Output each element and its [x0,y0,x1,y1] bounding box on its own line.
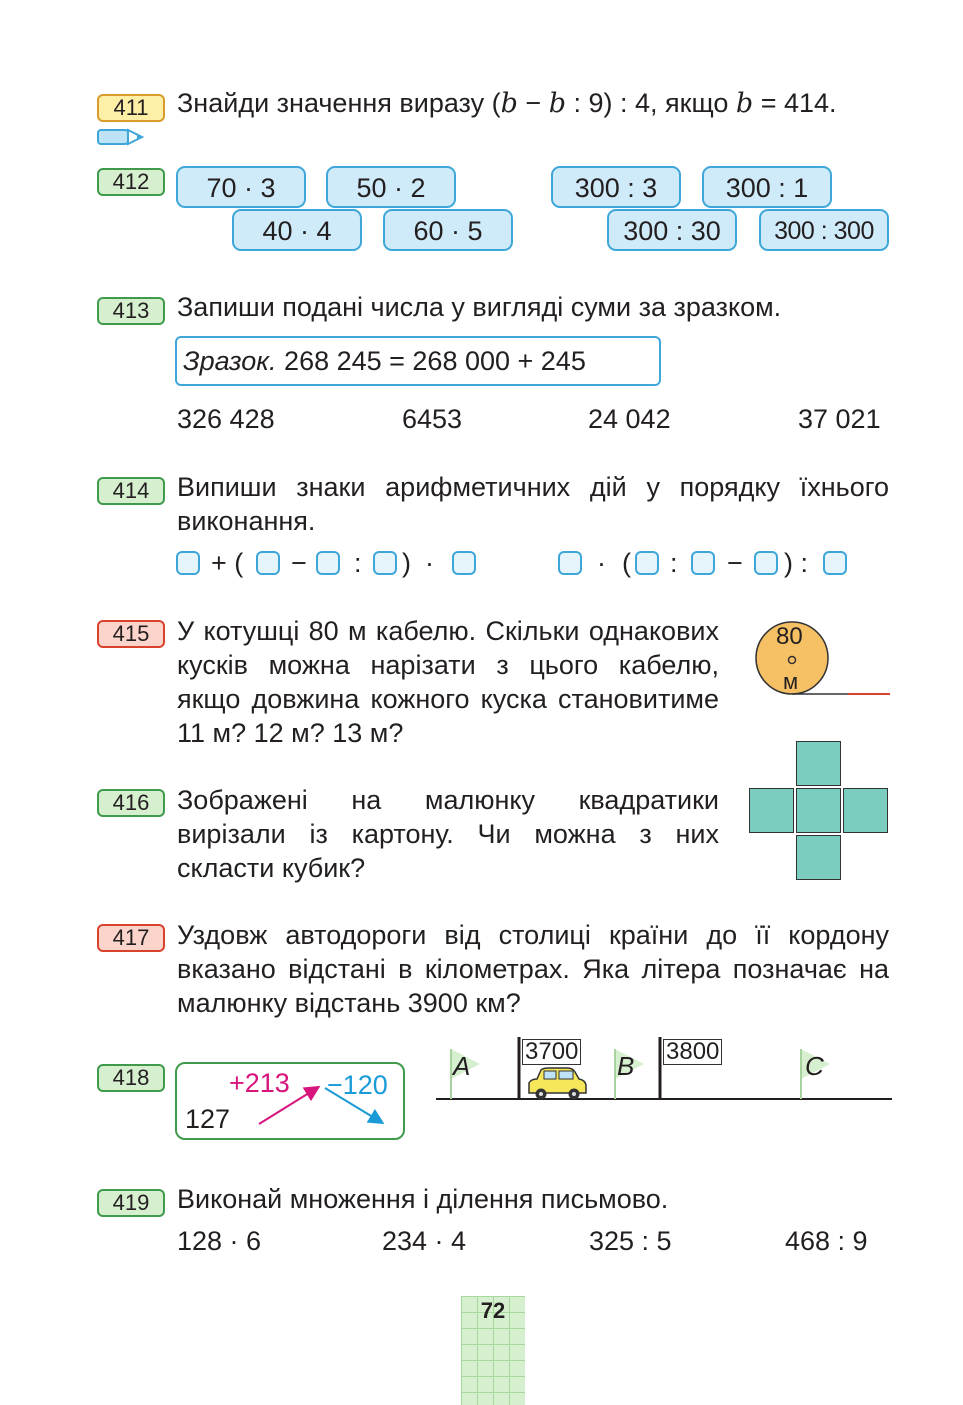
operator: : [670,548,678,578]
page-number: 72 [461,1296,525,1405]
expression-pill: 300 : 3 [551,166,681,208]
chain-operation: −120 [327,1070,388,1100]
exercise-number: 413 [97,297,165,325]
operator: ) : [784,548,808,578]
chain-start: 127 [185,1104,231,1134]
expression-item: 128 · 6 [177,1226,262,1256]
exercise-text: Виконай множення і ділення письмово. [177,1184,669,1214]
expression-pill: 300 : 300 [759,209,889,251]
car-icon [525,1067,589,1101]
exercise-number: 417 [97,924,165,952]
exercise-number: 414 [97,477,165,505]
distance-sign: 3800 [663,1039,722,1065]
net-square [796,788,841,833]
number-item: 326 428 [177,404,275,434]
exercise-number: 411 [97,94,165,122]
reel-label-unit: м [783,669,799,694]
operator: + ( [211,548,244,578]
number-chain [175,1062,405,1140]
road-illustration [436,1035,892,1105]
expression-pill: 40 · 4 [232,209,362,251]
exercise-text: Випиши знаки арифметичних дій у порядку їхнього виконання. [177,472,889,536]
exercise-number: 416 [97,789,165,817]
sample-label: Зразок. [183,346,277,376]
exercise-text: Уздовж автодороги від столиці країни до її кордону вказано відстані в кілометрах. Яка літера позначає на малюнку відстань 3900 км? [177,920,889,1018]
cable-reel-illustration [752,620,892,700]
expression-item: 468 : 9 [785,1226,868,1256]
expression-pill: 50 · 2 [326,166,456,208]
answer-box[interactable] [823,551,847,575]
answer-box[interactable] [316,551,340,575]
answer-box[interactable] [635,551,659,575]
reel-label-number: 80 [776,623,803,650]
sample-box [175,336,661,386]
net-square [796,741,841,786]
number-item: 6453 [402,404,463,434]
flag-label: B [617,1051,635,1081]
answer-box[interactable] [176,551,200,575]
pencil-icon [97,127,145,147]
operator: : [354,548,362,578]
answer-box[interactable] [754,551,778,575]
flag-label: C [805,1051,824,1081]
expression-item: 234 · 4 [382,1226,467,1256]
number-item: 37 021 [798,404,881,434]
exercise-number: 412 [97,168,165,196]
expression-item: 325 : 5 [589,1226,672,1256]
exercise-number: 415 [97,620,165,648]
expression-pill: 70 · 3 [176,166,306,208]
operator: · [425,548,434,578]
number-item: 24 042 [588,404,671,434]
exercise-text: Зображені на малюнку квадратики вирізали із картону. Чи можна з них скласти кубик? [177,785,719,883]
net-square [843,788,888,833]
answer-box[interactable] [256,551,280,575]
operator: − [727,548,743,578]
expression-pill: 60 · 5 [383,209,513,251]
cube-net-illustration [749,741,891,883]
exercise-text: Знайди значення виразу (b − b : 9) : 4, якщо b = 414. [177,88,837,119]
sample-expression: 268 245 = 268 000 + 245 [284,346,586,376]
answer-box[interactable] [452,551,476,575]
operator: ) [402,548,411,578]
net-square [796,835,841,880]
exercise-text: Запиши подані числа у вигляді суми за зразком. [177,292,782,322]
expression-pill: 300 : 30 [607,209,737,251]
expression-pill: 300 : 1 [702,166,832,208]
distance-sign: 3700 [522,1039,581,1065]
answer-box[interactable] [373,551,397,575]
flag-label: A [453,1051,471,1081]
chain-operation: +213 [229,1068,290,1098]
exercise-number: 419 [97,1189,165,1217]
exercise-number: 418 [97,1064,165,1092]
operator: · [597,548,606,578]
operator: ( [622,548,631,578]
exercise-text: У котушці 80 м кабелю. Скільки однакових кусків можна нарізати з цього кабелю, якщо довжина кожного куска становитиме 11 м? 12 м? 13 м? [177,616,719,748]
operator: − [291,548,307,578]
net-square [749,788,794,833]
answer-box[interactable] [691,551,715,575]
answer-box[interactable] [558,551,582,575]
